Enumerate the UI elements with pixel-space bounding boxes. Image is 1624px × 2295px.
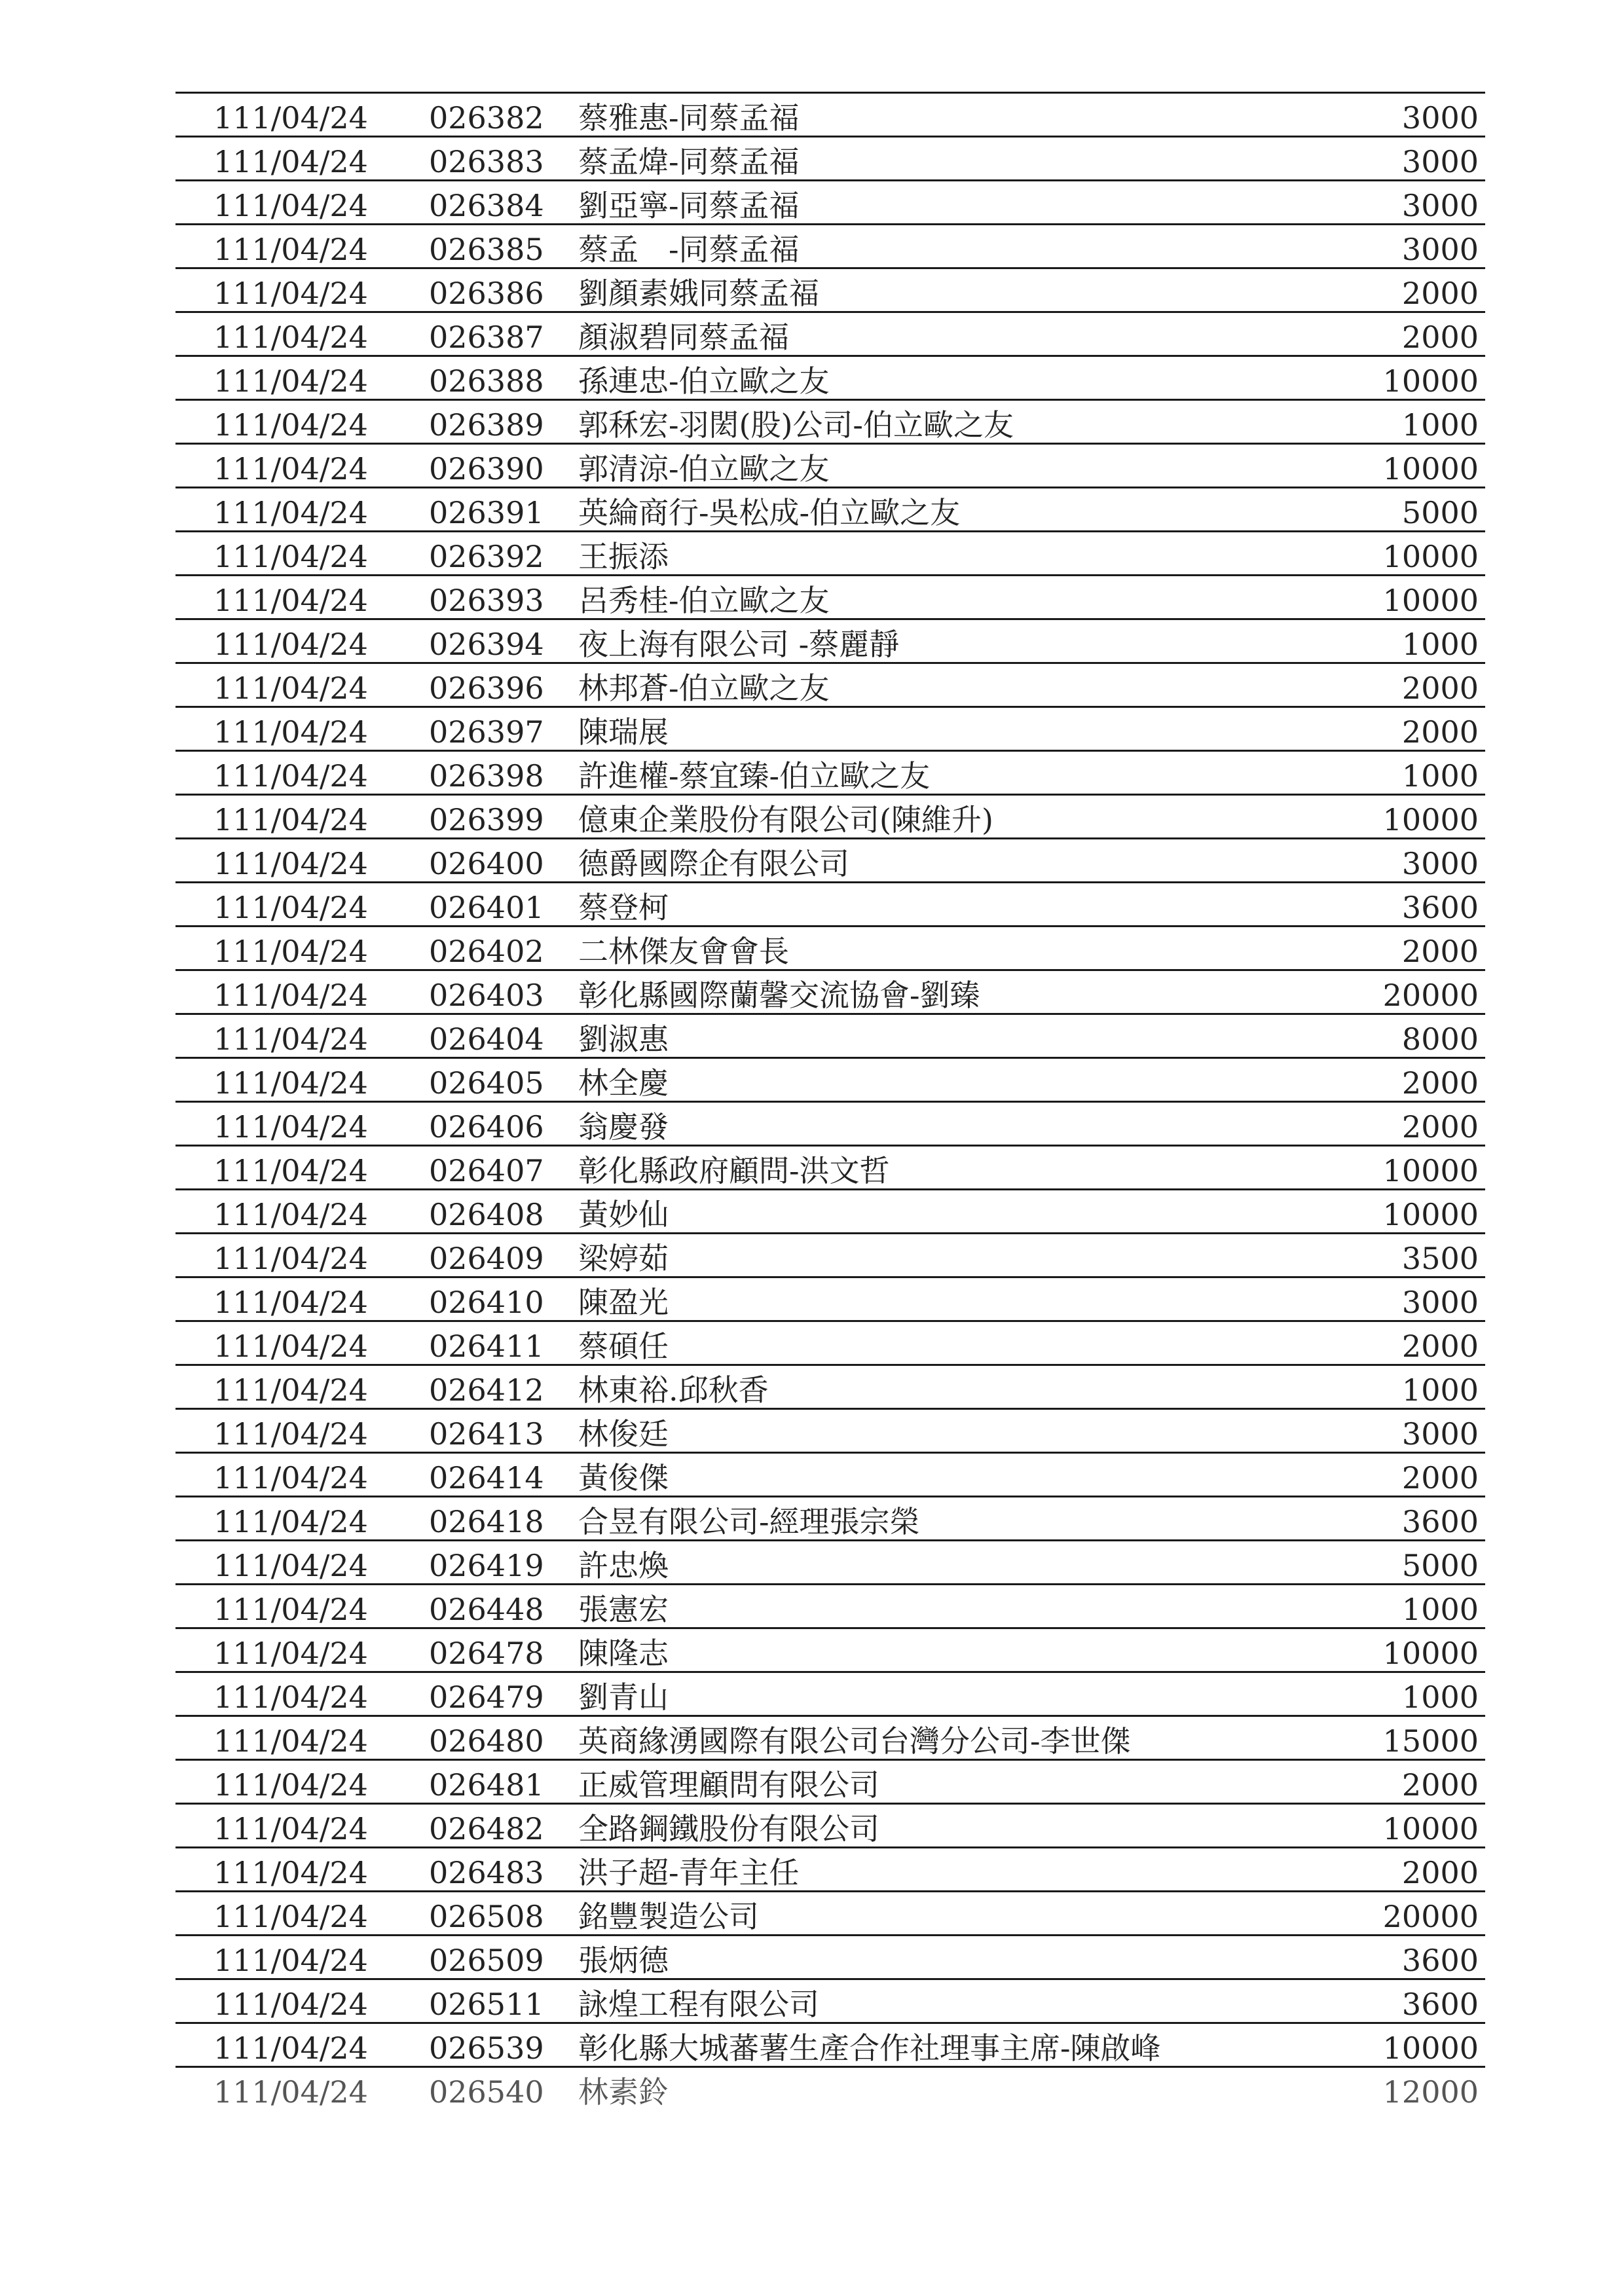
table-row [175,1190,1485,1234]
row-date: 111/04/24 [213,1241,368,1276]
row-date: 111/04/24 [213,1943,368,1978]
row-amount: 2000 [1401,1329,1479,1364]
row-donor-name: 黃妙仙 [578,1197,669,1232]
row-donor-name: 陳盈光 [578,1285,669,1320]
table-row [175,1805,1485,1848]
row-receipt-number: 026413 [429,1416,544,1452]
row-date: 111/04/24 [213,276,368,311]
row-amount: 3600 [1401,890,1479,925]
table-row [175,1234,1485,1278]
row-receipt-number: 026508 [429,1899,544,1934]
row-amount: 2000 [1401,1767,1479,1803]
table-row [175,313,1485,357]
row-amount: 3600 [1401,1943,1479,1978]
row-donor-name: 許進權-蔡宜臻-伯立歐之友 [578,758,931,794]
row-donor-name: 英綸商行-吳松成-伯立歐之友 [578,495,961,530]
row-date: 111/04/24 [213,670,368,706]
table-row [175,401,1485,445]
row-receipt-number: 026539 [429,2030,544,2066]
row-donor-name: 呂秀桂-伯立歐之友 [578,583,830,618]
row-amount: 1000 [1401,1372,1479,1408]
table-row [175,181,1485,225]
row-date: 111/04/24 [213,1416,368,1452]
table-row [175,1015,1485,1059]
row-amount: 10000 [1382,539,1479,574]
row-donor-name: 顏淑碧同蔡孟福 [578,320,789,355]
row-receipt-number: 026418 [429,1504,544,1539]
row-amount: 10000 [1382,2030,1479,2066]
row-amount: 1000 [1401,1680,1479,1715]
table-row [175,576,1485,620]
row-amount: 20000 [1382,978,1479,1013]
row-donor-name: 蔡碩任 [578,1329,669,1364]
row-receipt-number: 026480 [429,1723,544,1759]
row-donor-name: 彰化縣大城蕃薯生產合作社理事主席-陳啟峰 [578,2030,1161,2066]
row-date: 111/04/24 [213,495,368,530]
row-donor-name: 許忠煥 [578,1548,669,1583]
row-donor-name: 張炳德 [578,1943,669,1978]
row-amount: 2000 [1401,714,1479,750]
row-date: 111/04/24 [213,1899,368,1934]
row-date: 111/04/24 [213,978,368,1013]
row-amount: 10000 [1382,583,1479,618]
table-row [175,1717,1485,1761]
table-row [175,2024,1485,2068]
row-donor-name: 洪子超-青年主任 [578,1855,800,1890]
table-row [175,1892,1485,1936]
row-date: 111/04/24 [213,802,368,837]
row-receipt-number: 026511 [429,1987,544,2022]
row-donor-name: 銘豐製造公司 [578,1899,759,1934]
table-row [175,1278,1485,1322]
row-donor-name: 正威管理顧問有限公司 [578,1767,879,1803]
row-amount: 2000 [1401,276,1479,311]
row-amount: 3600 [1401,1987,1479,2022]
row-date: 111/04/24 [213,2074,368,2110]
row-amount: 3500 [1401,1241,1479,1276]
row-date: 111/04/24 [213,407,368,443]
row-date: 111/04/24 [213,934,368,969]
table-row [175,532,1485,576]
row-amount: 3000 [1401,188,1479,223]
row-date: 111/04/24 [213,1372,368,1408]
row-receipt-number: 026390 [429,451,544,487]
row-donor-name: 孫連忠-伯立歐之友 [578,363,830,399]
table-row [175,971,1485,1015]
row-donor-name: 林東裕.邱秋香 [578,1372,769,1408]
row-donor-name: 彰化縣政府顧問-洪文哲 [578,1153,890,1188]
table-row [175,1761,1485,1805]
row-donor-name: 英商緣湧國際有限公司台灣分公司-李世傑 [578,1723,1131,1759]
row-receipt-number: 026386 [429,276,544,311]
row-receipt-number: 026385 [429,232,544,267]
row-date: 111/04/24 [213,1855,368,1890]
row-date: 111/04/24 [213,363,368,399]
table-row [175,1322,1485,1366]
row-donor-name: 翁慶發 [578,1109,669,1145]
row-donor-name: 蔡登柯 [578,890,669,925]
row-amount: 2000 [1401,1855,1479,1890]
row-receipt-number: 026410 [429,1285,544,1320]
row-amount: 1000 [1401,1592,1479,1627]
row-receipt-number: 026402 [429,934,544,969]
row-amount: 2000 [1401,934,1479,969]
row-amount: 2000 [1401,1065,1479,1101]
row-donor-name: 陳瑞展 [578,714,669,750]
row-receipt-number: 026406 [429,1109,544,1145]
row-receipt-number: 026393 [429,583,544,618]
row-donor-name: 二林傑友會會長 [578,934,789,969]
row-date: 111/04/24 [213,1723,368,1759]
table-row [175,488,1485,532]
row-donor-name: 張憲宏 [578,1592,669,1627]
row-date: 111/04/24 [213,1109,368,1145]
table-row [175,664,1485,708]
row-receipt-number: 026387 [429,320,544,355]
row-receipt-number: 026401 [429,890,544,925]
row-donor-name: 劉淑惠 [578,1021,669,1057]
row-amount: 3600 [1401,1504,1479,1539]
row-date: 111/04/24 [213,627,368,662]
table-row [175,1059,1485,1103]
table-row [175,357,1485,401]
row-receipt-number: 026481 [429,1767,544,1803]
row-date: 111/04/24 [213,1767,368,1803]
table-row [175,1366,1485,1410]
row-date: 111/04/24 [213,144,368,179]
row-receipt-number: 026398 [429,758,544,794]
table-row [175,1410,1485,1454]
row-date: 111/04/24 [213,714,368,750]
row-date: 111/04/24 [213,1987,368,2022]
table-row [175,1673,1485,1717]
row-date: 111/04/24 [213,188,368,223]
row-receipt-number: 026394 [429,627,544,662]
row-receipt-number: 026391 [429,495,544,530]
row-amount: 10000 [1382,451,1479,487]
row-amount: 3000 [1401,144,1479,179]
row-amount: 15000 [1382,1723,1479,1759]
row-receipt-number: 026412 [429,1372,544,1408]
row-donor-name: 林邦蒼-伯立歐之友 [578,670,830,706]
table-row [175,269,1485,313]
row-date: 111/04/24 [213,1811,368,1846]
row-receipt-number: 026400 [429,846,544,881]
row-date: 111/04/24 [213,1285,368,1320]
table-row [175,1848,1485,1892]
row-donor-name: 詠煌工程有限公司 [578,1987,819,2022]
row-receipt-number: 026384 [429,188,544,223]
table-row [175,1629,1485,1673]
row-date: 111/04/24 [213,583,368,618]
row-donor-name: 林俊廷 [578,1416,669,1452]
row-amount: 10000 [1382,1153,1479,1188]
table-row [175,1585,1485,1629]
row-date: 111/04/24 [213,100,368,136]
row-receipt-number: 026383 [429,144,544,179]
table-row [175,708,1485,752]
row-receipt-number: 026540 [429,2074,544,2110]
row-amount: 10000 [1382,363,1479,399]
row-receipt-number: 026478 [429,1636,544,1671]
row-donor-name: 劉顏素娥同蔡孟福 [578,276,819,311]
table-row [175,927,1485,971]
table-row [175,796,1485,839]
row-amount: 2000 [1401,320,1479,355]
row-donor-name: 王振添 [578,539,669,574]
row-donor-name: 林全慶 [578,1065,669,1101]
row-date: 111/04/24 [213,2030,368,2066]
row-amount: 3000 [1401,1416,1479,1452]
row-amount: 1000 [1401,407,1479,443]
table-row [175,1454,1485,1497]
row-date: 111/04/24 [213,1329,368,1364]
row-donor-name: 黃俊傑 [578,1460,669,1496]
row-donor-name: 蔡孟 -同蔡孟福 [578,232,800,267]
row-amount: 5000 [1401,495,1479,530]
row-donor-name: 德爵國際企有限公司 [578,846,849,881]
table-row [175,839,1485,883]
table-row [175,1147,1485,1190]
row-receipt-number: 026396 [429,670,544,706]
row-donor-name: 全路鋼鐵股份有限公司 [578,1811,879,1846]
row-amount: 10000 [1382,1197,1479,1232]
table-row [175,883,1485,927]
row-donor-name: 蔡雅惠-同蔡孟福 [578,100,800,136]
row-donor-name: 彰化縣國際蘭馨交流協會-劉臻 [578,978,980,1013]
row-receipt-number: 026405 [429,1065,544,1101]
row-donor-name: 劉亞寧-同蔡孟福 [578,188,800,223]
row-amount: 1000 [1401,627,1479,662]
row-receipt-number: 026389 [429,407,544,443]
row-donor-name: 林素鈴 [578,2074,669,2110]
row-amount: 2000 [1401,1460,1479,1496]
row-receipt-number: 026399 [429,802,544,837]
row-receipt-number: 026482 [429,1811,544,1846]
row-date: 111/04/24 [213,846,368,881]
row-amount: 20000 [1382,1899,1479,1934]
table-row [175,1541,1485,1585]
donation-ledger-table [175,92,1485,2112]
row-date: 111/04/24 [213,1636,368,1671]
row-receipt-number: 026408 [429,1197,544,1232]
row-date: 111/04/24 [213,1680,368,1715]
table-row [175,1936,1485,1980]
table-row [175,620,1485,664]
row-donor-name: 郭清涼-伯立歐之友 [578,451,830,487]
row-amount: 3000 [1401,100,1479,136]
row-amount: 5000 [1401,1548,1479,1583]
row-amount: 3000 [1401,1285,1479,1320]
row-date: 111/04/24 [213,451,368,487]
row-receipt-number: 026448 [429,1592,544,1627]
row-date: 111/04/24 [213,1153,368,1188]
table-row [175,138,1485,181]
row-amount: 10000 [1382,1636,1479,1671]
table-row [175,1497,1485,1541]
row-receipt-number: 026404 [429,1021,544,1057]
row-receipt-number: 026409 [429,1241,544,1276]
row-amount: 1000 [1401,758,1479,794]
row-receipt-number: 026414 [429,1460,544,1496]
table-row [175,752,1485,796]
row-date: 111/04/24 [213,1065,368,1101]
row-donor-name: 劉青山 [578,1680,669,1715]
table-row [175,94,1485,138]
row-receipt-number: 026483 [429,1855,544,1890]
row-receipt-number: 026392 [429,539,544,574]
row-amount: 3000 [1401,232,1479,267]
table-row [175,1103,1485,1147]
row-receipt-number: 026397 [429,714,544,750]
row-amount: 2000 [1401,670,1479,706]
table-row [175,225,1485,269]
table-row [175,2068,1485,2112]
row-amount: 10000 [1382,802,1479,837]
row-date: 111/04/24 [213,1460,368,1496]
row-date: 111/04/24 [213,232,368,267]
row-receipt-number: 026407 [429,1153,544,1188]
row-date: 111/04/24 [213,1548,368,1583]
row-amount: 3000 [1401,846,1479,881]
row-amount: 8000 [1401,1021,1479,1057]
row-receipt-number: 026479 [429,1680,544,1715]
table-row [175,445,1485,488]
row-receipt-number: 026411 [429,1329,544,1364]
row-date: 111/04/24 [213,1592,368,1627]
row-date: 111/04/24 [213,1504,368,1539]
row-donor-name: 夜上海有限公司 -蔡麗靜 [578,627,900,662]
row-date: 111/04/24 [213,320,368,355]
row-donor-name: 億東企業股份有限公司(陳維升) [578,802,993,837]
row-receipt-number: 026403 [429,978,544,1013]
table-row [175,1980,1485,2024]
row-receipt-number: 026509 [429,1943,544,1978]
row-date: 111/04/24 [213,539,368,574]
row-date: 111/04/24 [213,1021,368,1057]
row-receipt-number: 026388 [429,363,544,399]
row-receipt-number: 026382 [429,100,544,136]
row-donor-name: 陳隆志 [578,1636,669,1671]
row-donor-name: 蔡孟煒-同蔡孟福 [578,144,800,179]
row-amount: 2000 [1401,1109,1479,1145]
row-donor-name: 梁婷茹 [578,1241,669,1276]
row-date: 111/04/24 [213,890,368,925]
row-date: 111/04/24 [213,758,368,794]
row-amount: 12000 [1382,2074,1479,2110]
row-receipt-number: 026419 [429,1548,544,1583]
row-amount: 10000 [1382,1811,1479,1846]
row-donor-name: 郭秝宏-羽閎(股)公司-伯立歐之友 [578,407,1014,443]
row-donor-name: 合昱有限公司-經理張宗榮 [578,1504,920,1539]
row-date: 111/04/24 [213,1197,368,1232]
